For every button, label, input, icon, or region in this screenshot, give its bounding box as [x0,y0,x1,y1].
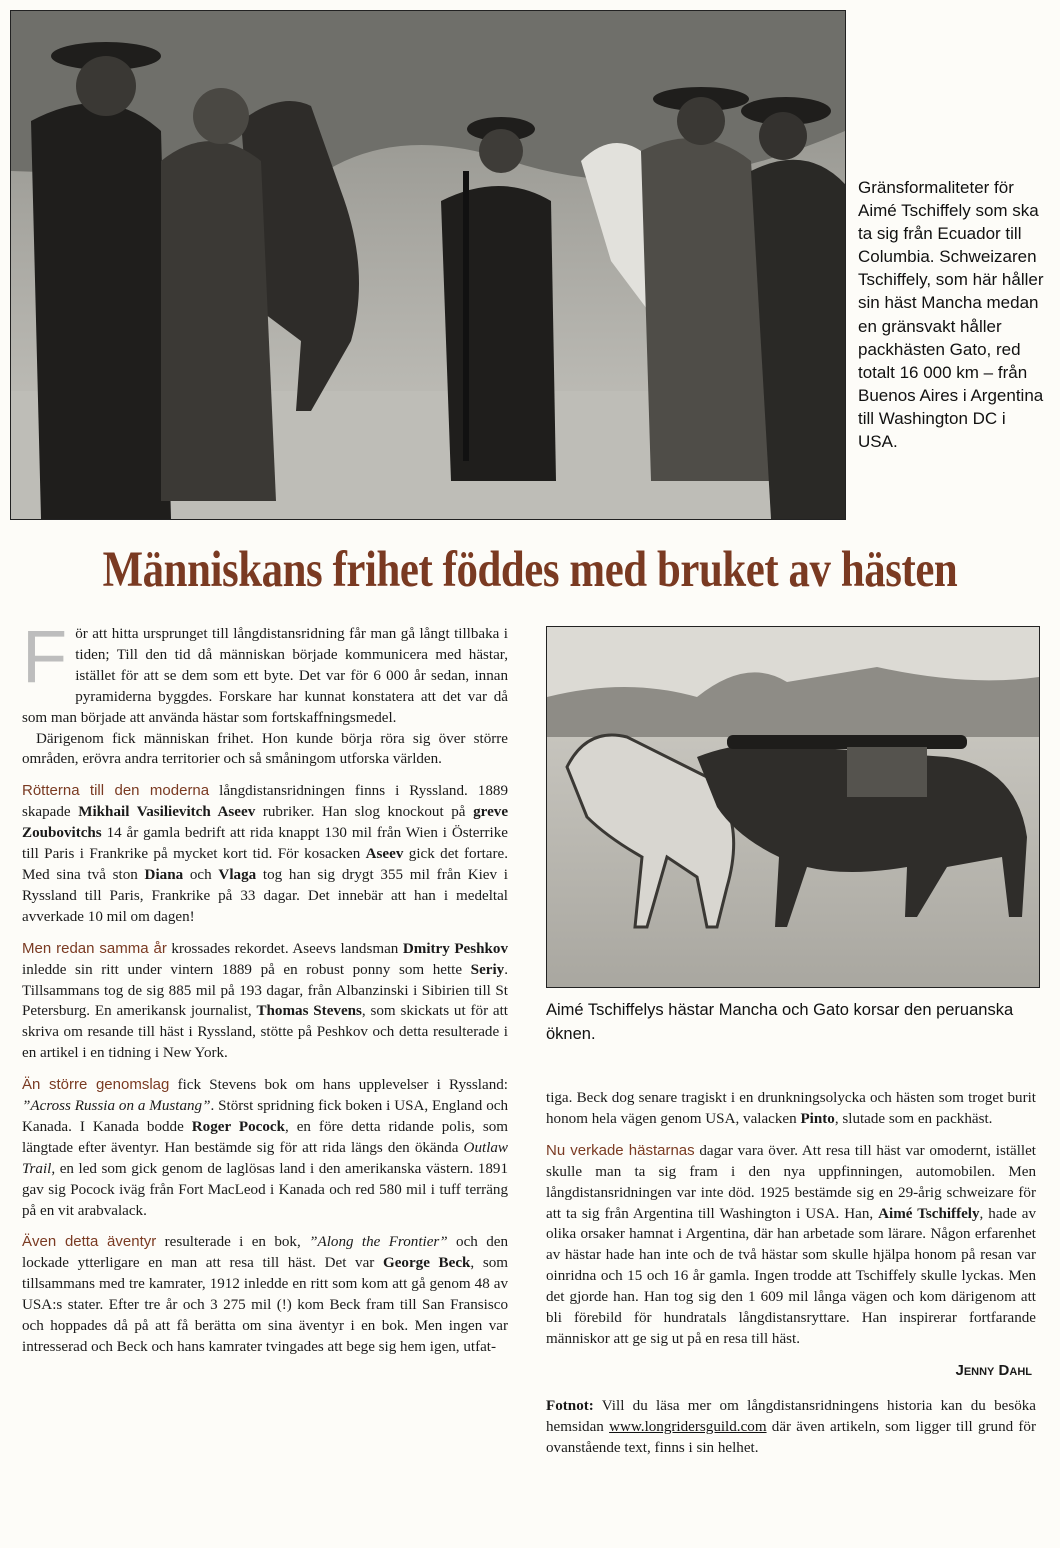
section-roots [22,781,508,927]
footnote [546,1396,1036,1459]
text-run: , slutade som en packhäst. [834,1110,993,1127]
longriders-guild-link[interactable]: www.longridersguild.com [609,1418,767,1435]
border-crossing-photo-caption: Gränsformaliteter för Aimé Tschiffely som ska ta sig från Ecuador till Columbia. Schweizaren Tschiffely, som här håller sin häst Mancha medan en gränsvakt håller packhästen Gato, red totalt 16 000 km – från Buenos Aires i Argentina till Washington DC i USA. [858,178,1044,452]
article-left-column [22,615,509,1369]
author-signature: Jenny Dahl [955,1361,1032,1379]
section-impact [22,1075,508,1221]
text-run: fick Stevens bok om hans upplevelser i Ryssland: [169,1077,508,1094]
text-run: resulterade i en bok, [156,1234,310,1251]
name-beck: George Beck [382,1255,471,1272]
intro-text: ör att hitta ursprunget till långdistansridning får man gå långt tillbaka i tiden; Till den tid då människan började kommunicera med hästar, istället för att se dem som ett byte. Det var för 6 000 år sedan, innan pyramiderna byggdes. Forskare har kunnat konstatera att det var då som man började att använda hästar som fortskaffningsmedel. [22,626,508,726]
text-run: , en före detta ridande polis, som längtade efter äventyr. Han bestämde sig för att rida längs den ökända [22,1118,509,1156]
text-run: och den lockade ytterligare en man att resa till häst. Det var [22,1234,509,1272]
name-aseev: Aseev [365,846,404,863]
text-run: Vill du läsa mer om långdistansridningens historia kan du besöka hemsidan [546,1397,1036,1435]
article-right-column [546,1088,1036,1470]
text-run: gick det fortare. Med sina två ston [22,846,508,883]
text-run: tiga. Beck dog senare tragiskt i en drunkningsolycka och hästen som troget burit honom hela vägen genom USA, valacken [546,1090,1036,1127]
text-run: 14 år gamla bedrift att rida knappt 130 mil från Wien i Österrike till Paris i Frankrike på mycket kort tid. För kosacken [22,825,508,863]
text-run: krossades rekordet. Aseevs landsman [166,940,403,957]
section-same-year-lead: Men redan samma år [22,939,167,957]
text-run: långdistansridningen finns i Ryssland. 1889 skapade [22,783,508,821]
text-run: inledde sin ritt under vintern 1889 på en robust ponny som hette [22,961,471,978]
intro-paragraph [22,615,508,729]
border-crossing-photo-image [11,11,845,519]
section-roots-lead: Rötterna till den moderna [22,782,210,800]
text-run: , hade av olika orsaker hamnat i Argentina, där han arbetade som lärare. Någon erfarenhet av hästar hade han inte och de två hästar som skulle hjälpa honom på resan var oinridna och 15 och 16 år gamla. Ingen trodde att Tschiffely skulle lyckas. Men det gjorde han. Han tog sig den 1 609 mil långa vägen och kom därigenom att bli förebild för hundratals långdistansryttare. Han inspirerar fortfarande människor att ge sig ut på en resa till häst. [546,1205,1036,1347]
name-tschiffely: Aimé Tschiffely [878,1205,980,1222]
name-aseev-full: Mikhail Vasilievitch Aseev [78,804,256,821]
article-headline: Människans frihet föddes med bruket av hästen [102,542,958,598]
name-stevens: Thomas Stevens [256,1003,362,1020]
name-vlaga: Vlaga [218,866,257,883]
name-pocock: Roger Pocock [191,1118,285,1135]
text-run: , en led som gick genom de laglösas land i den amerikanska västern. 1891 gav sig Pocock iväg från Fort MacLeod i Kanada och red 580 mil i tuff terräng på en vit arabvalack. [22,1160,508,1219]
beck-continuation [546,1088,1036,1130]
text-run: tog han sig drygt 355 mil från Kiev i Ryssland till Paris, Frankrike på 33 dagar. Det innebär att han i medeltal avverkade 10 mil om dagen! [22,866,508,925]
name-zoubovitch: greve Zoubovitchs [22,804,509,842]
text-run: . Störst spridning fick boken i USA, England och Kanada. I Kanada bodde [22,1098,508,1135]
text-run: rubriker. Han slog knockout på [255,804,474,821]
desert-horses-photo [546,626,1040,988]
text-run: . Tillsammans tog de sig 885 mil på 193 dagar, från Albanzinski i Sibirien till St Petersburg. En amerikansk journalist, [22,961,508,1020]
name-diana: Diana [144,866,184,883]
outlaw-trail: Outlaw Trail [22,1139,508,1177]
section-tschiffely-lead: Nu verkade hästarnas [546,1141,695,1159]
border-crossing-photo [10,10,846,520]
drop-cap: F [22,615,68,698]
text-run: dagar vara över. Att resa till häst var omodernt, istället skulle man ta sig fram i den nya uppfinningen, automobilen. Men långdistansridningen var inte död. 1925 bestämde sig en 29-årig schweizare för att ta sig från Argentina till Washington i USA. Han, [546,1142,1037,1222]
name-pinto: Pinto [800,1110,835,1127]
desert-horses-photo-caption: Aimé Tschiffelys hästar Mancha och Gato korsar den peruanska öknen. [546,1001,1014,1043]
book-title-russia: ”Across Russia on a Mustang” [22,1098,211,1115]
desert-horses-photo-image [547,627,1039,987]
text-run: där även artikeln, som ligger till grund för ovanstående text, finns i sin helhet. [546,1418,1036,1456]
text-run: , som skickats ut för att skriva om resande till häst i Ryssland, stötte på Peshkov och detta resulterade i en artikel i en tidning i New York. [22,1003,508,1062]
section-impact-lead: Än större genomslag [22,1076,170,1094]
name-seriy: Seriy [470,961,505,978]
section-tschiffely [546,1141,1036,1350]
name-peshkov: Dmitry Peshkov [402,940,509,957]
text-run: och [183,866,219,883]
section-same-year [22,939,508,1064]
footnote-label: Fotnot: [546,1397,594,1414]
book-title-frontier: ”Along the Frontier” [309,1234,448,1251]
section-adventure-lead: Även detta äventyr [22,1233,157,1251]
text-run: , som tillsammans med tre kamrater, 1912 inledde en ritt som kom att gå genom 48 av USA:s stater. Efter tre år och 3 275 mil (!) kom Beck fram till San Fransisco och hoppades då på att få berätta om sina äventyr i en bok. Men ingen var intresserad och Beck och hans kamrater tvingades att bege sig hem igen, utfat- [22,1255,509,1355]
intro-paragraph-2: Därigenom fick människan frihet. Hon kunde börja röra sig över större områden, erövra andra territorier och så småningom utforska världen. [22,730,508,768]
section-adventure [22,1232,508,1357]
